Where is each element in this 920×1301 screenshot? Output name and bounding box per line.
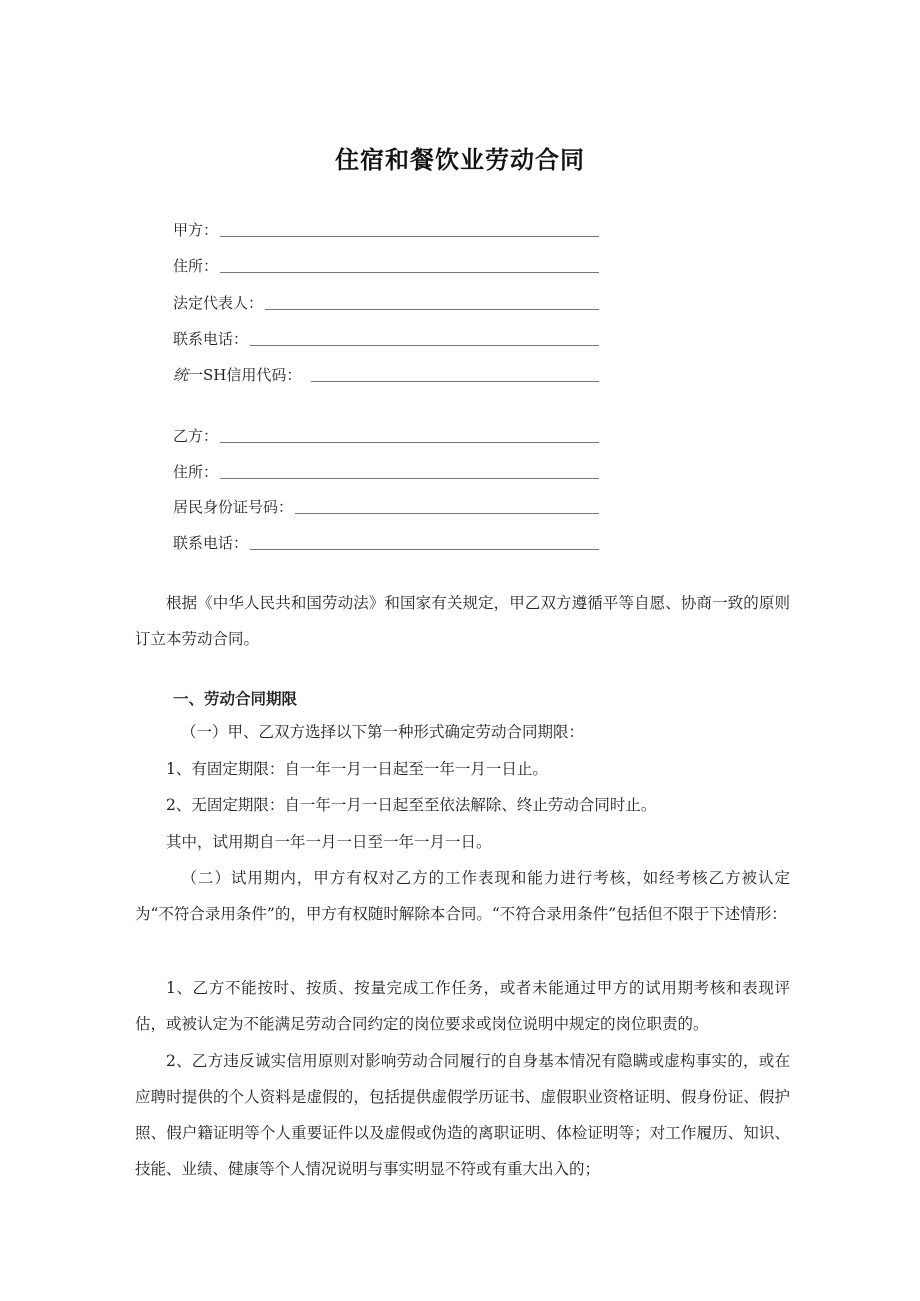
party-b-name-label: 乙方：	[173, 427, 219, 445]
section-1-clause-2: （二）试用期内，甲方有权对乙方的工作表现和能力进行考核，如经考核乙方被认定为“不符合录用条件”的，甲方有权随时解除本合同。“不符合录用条件”包括但不限于下述情形：	[135, 869, 790, 923]
party-a-legal-rep-field[interactable]	[173, 289, 599, 313]
party-a-credit-code-line[interactable]	[311, 381, 599, 382]
document-title: 住宿和餐饮业劳动合同	[335, 146, 585, 174]
section-1-condition-2: 2、乙方违反诚实信用原则对影响劳动合同履行的自身基本情况有隐瞒或虚构事实的，或在应聘时提供的个人资料是虚假的，包括提供虚假学历证书、虚假职业资格证明、假身份证、假护照、假户籍证明等个人重要证件以及虚假或伪造的离职证明、体检证明等；对工作履历、知识、技能、业绩、健康等个人情况说明与事实明显不符或有重大出入的；	[135, 1052, 790, 1178]
party-b-phone-label: 联系电话：	[173, 534, 249, 552]
section-1-condition-1: 1、乙方不能按时、按质、按量完成工作任务，或者未能通过甲方的试用期考核和表现评估，或被认定为不能满足劳动合同约定的岗位要求或岗位说明中规定的岗位职责的。	[135, 979, 790, 1033]
party-a-name-line[interactable]	[220, 236, 599, 237]
section-1-probation: 其中，试用期自一年一月一日至一年一月一日。	[166, 833, 492, 851]
party-b-address-label: 住所：	[173, 463, 219, 481]
party-b-name-line[interactable]	[220, 442, 599, 443]
section-1-open-term: 2、无固定期限：自一年一月一日起至至依法解除、终止劳动合同时止。	[166, 796, 657, 814]
credit-code-label-prefix: 统	[173, 366, 189, 384]
party-b-name-field[interactable]	[173, 422, 599, 446]
party-a-phone-line[interactable]	[250, 345, 599, 346]
party-a-credit-code-field[interactable]	[173, 361, 599, 385]
party-a-legal-rep-label: 法定代表人：	[173, 294, 264, 312]
party-a-address-line[interactable]	[220, 272, 599, 273]
party-a-credit-code-label	[173, 364, 301, 385]
party-a-phone-label: 联系电话：	[173, 330, 249, 348]
credit-code-label-rest: 一SH信用代码：	[188, 366, 302, 384]
party-a-address-field[interactable]	[173, 252, 599, 276]
preamble-paragraph: 根据《中华人民共和国劳动法》和国家有关规定，甲乙双方遵循平等自愿、协商一致的原则订立本劳动合同。	[135, 594, 790, 648]
party-b-address-field[interactable]	[173, 458, 599, 482]
party-b-id-label: 居民身份证号码：	[173, 498, 294, 516]
section-1-heading: 一、劳动合同期限	[173, 690, 298, 708]
party-b-id-line[interactable]	[295, 513, 599, 514]
party-b-address-line[interactable]	[220, 478, 599, 479]
section-1-fixed-term: 1、有固定期限：自一年一月一日起至一年一月一日止。	[166, 760, 548, 778]
party-b-phone-line[interactable]	[250, 549, 599, 550]
party-b-id-field[interactable]	[173, 493, 599, 517]
party-a-legal-rep-line[interactable]	[265, 309, 599, 310]
party-b-phone-field[interactable]	[173, 529, 599, 553]
section-1-clause-1: （一）甲、乙双方选择以下第一种形式确定劳动合同期限：	[181, 723, 585, 741]
party-a-name-field[interactable]	[173, 216, 599, 240]
party-a-name-label: 甲方：	[173, 221, 219, 239]
party-a-phone-field[interactable]	[173, 325, 599, 349]
party-a-address-label: 住所：	[173, 257, 219, 275]
